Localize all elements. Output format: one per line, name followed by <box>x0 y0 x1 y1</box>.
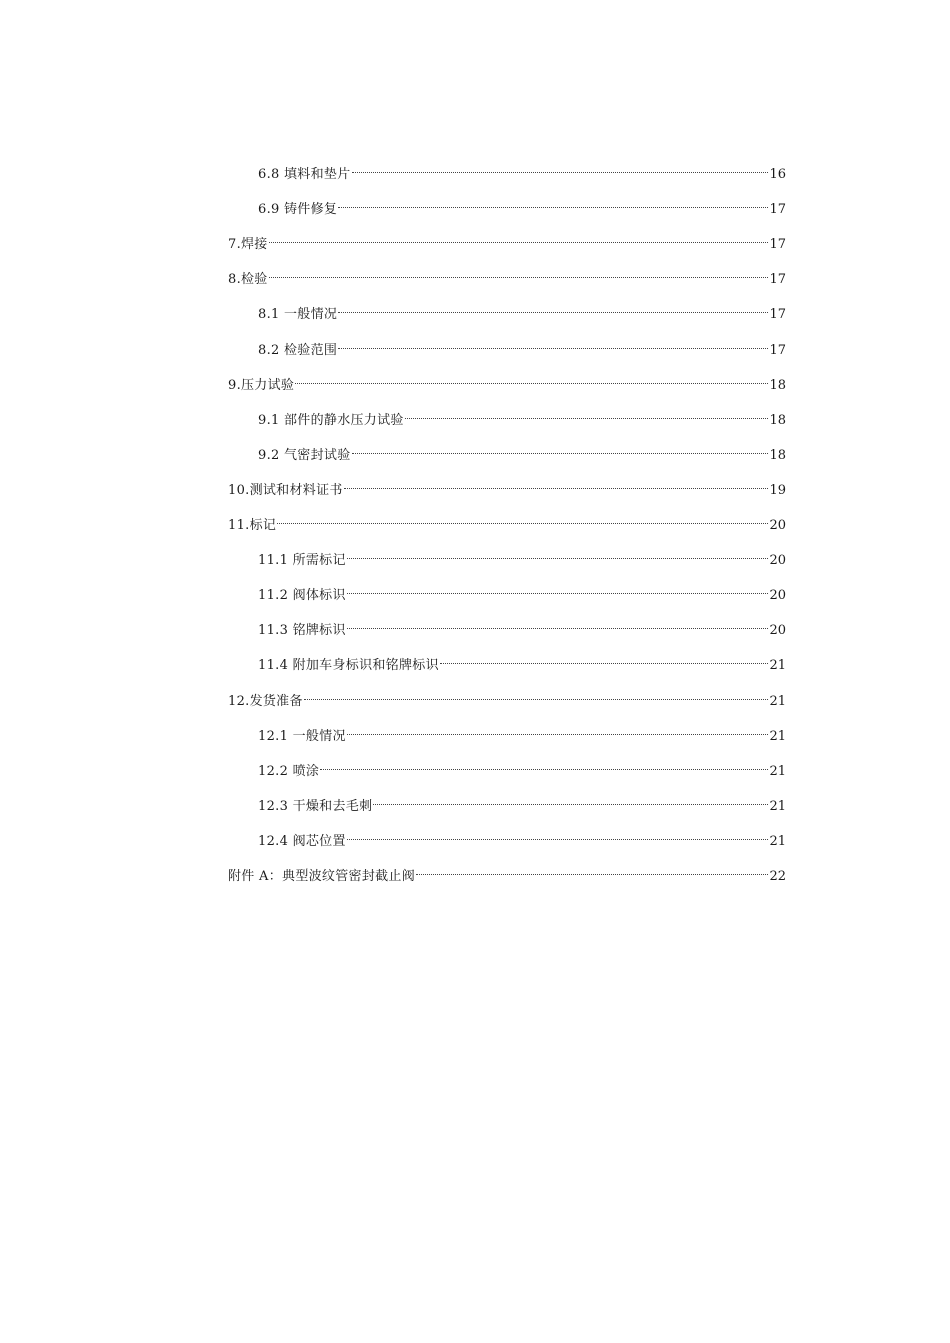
toc-entry[interactable] <box>258 755 786 779</box>
toc-entry-page-number: 21 <box>769 798 786 814</box>
toc-entry-label: 11.3 铭牌标识 <box>258 623 346 639</box>
toc-entry-label: 8.检验 <box>228 272 268 288</box>
toc-entry-label: 12.4 阀芯位置 <box>258 833 346 849</box>
toc-dot-leader <box>373 790 768 810</box>
toc-dot-leader <box>320 755 768 775</box>
toc-entry[interactable] <box>258 649 786 674</box>
toc-entry[interactable] <box>258 579 786 604</box>
toc-entry-page-number: 19 <box>769 482 786 498</box>
toc-entry-page-number: 20 <box>769 588 786 604</box>
toc-dot-leader <box>295 369 768 389</box>
toc-entry-page-number: 18 <box>769 377 786 393</box>
toc-entry-page-number: 21 <box>769 693 786 709</box>
toc-entry-page-number: 21 <box>769 728 786 744</box>
toc-entry[interactable] <box>258 790 786 814</box>
toc-entry-page-number: 21 <box>769 658 786 674</box>
toc-entry-label: 11.1 所需标记 <box>258 553 346 569</box>
toc-dot-leader <box>347 720 769 740</box>
toc-entry-label: 附件 A：典型波纹管密封截止阀 <box>228 869 416 884</box>
toc-entry-label: 10.测试和材料证书 <box>228 482 343 498</box>
toc-entry-page-number: 22 <box>769 869 786 884</box>
toc-entry[interactable] <box>228 228 786 253</box>
toc-entry-label: 9.2 气密封试验 <box>258 447 351 463</box>
toc-dot-leader <box>352 439 769 459</box>
toc-entry[interactable] <box>228 474 786 498</box>
toc-entry[interactable] <box>258 404 786 428</box>
toc-entry-page-number: 20 <box>769 623 786 639</box>
toc-entry-label: 11.2 阀体标识 <box>258 588 346 604</box>
toc-entry-label: 7.焊接 <box>228 237 268 253</box>
toc-dot-leader <box>416 860 768 880</box>
toc-entry[interactable] <box>258 825 786 849</box>
toc-entry-page-number: 20 <box>769 518 786 533</box>
toc-entry-label: 12.发货准备 <box>228 693 303 709</box>
toc-entry[interactable] <box>258 544 786 569</box>
toc-dot-leader <box>347 579 769 599</box>
toc-entry-page-number: 16 <box>769 167 786 182</box>
toc-entry[interactable] <box>258 720 786 744</box>
toc-entry-label: 11.标记 <box>228 518 277 533</box>
toc-dot-leader <box>338 334 768 354</box>
toc-entry[interactable] <box>258 439 786 463</box>
toc-entry-page-number: 21 <box>769 833 786 849</box>
toc-entry-label: 11.4 附加车身标识和铭牌标识 <box>258 658 439 674</box>
toc-entry[interactable] <box>258 334 786 358</box>
toc-entry-label: 12.1 一般情况 <box>258 728 346 744</box>
toc-entry[interactable] <box>228 685 786 709</box>
toc-entry[interactable] <box>228 263 786 288</box>
toc-entry-page-number: 17 <box>769 342 786 358</box>
toc-entry-page-number: 17 <box>769 272 786 288</box>
toc-entry-label: 9.压力试验 <box>228 377 295 393</box>
toc-dot-leader <box>304 685 769 705</box>
toc-entry-page-number: 17 <box>769 307 786 323</box>
toc-entry-label: 12.3 干燥和去毛刺 <box>258 798 373 814</box>
toc-entry[interactable] <box>228 860 786 884</box>
toc-entry-page-number: 17 <box>769 202 786 218</box>
toc-entry-page-number: 18 <box>769 447 786 463</box>
toc-dot-leader <box>347 614 769 634</box>
toc-entry-label: 8.1 一般情况 <box>258 307 338 323</box>
toc-entry-label: 6.8 填料和垫片 <box>258 167 351 182</box>
toc-dot-leader <box>347 544 769 564</box>
toc-dot-leader <box>405 404 769 424</box>
toc-dot-leader <box>352 158 769 178</box>
toc-entry[interactable] <box>258 158 786 182</box>
toc-dot-leader <box>344 474 769 494</box>
toc-dot-leader <box>440 649 769 669</box>
toc-dot-leader <box>269 228 769 248</box>
toc-entry[interactable] <box>258 614 786 639</box>
toc-dot-leader <box>277 509 768 529</box>
toc-dot-leader <box>338 298 768 318</box>
toc-entry-page-number: 18 <box>769 412 786 428</box>
toc-dot-leader <box>269 263 769 283</box>
toc-entry-label: 8.2 检验范围 <box>258 342 338 358</box>
toc-entry[interactable] <box>258 298 786 323</box>
toc-entry-label: 6.9 铸件修复 <box>258 202 338 218</box>
toc-entry[interactable] <box>228 509 786 533</box>
toc-entry[interactable] <box>228 369 786 393</box>
toc-dot-leader <box>347 825 769 845</box>
toc-entry-label: 12.2 喷涂 <box>258 763 320 779</box>
toc-dot-leader <box>338 193 768 213</box>
toc-entry-page-number: 21 <box>769 763 786 779</box>
toc-entry-label: 9.1 部件的静水压力试验 <box>258 412 404 428</box>
toc-entry[interactable] <box>258 193 786 218</box>
toc-entry-page-number: 17 <box>769 237 786 253</box>
toc-entry-page-number: 20 <box>769 553 786 569</box>
